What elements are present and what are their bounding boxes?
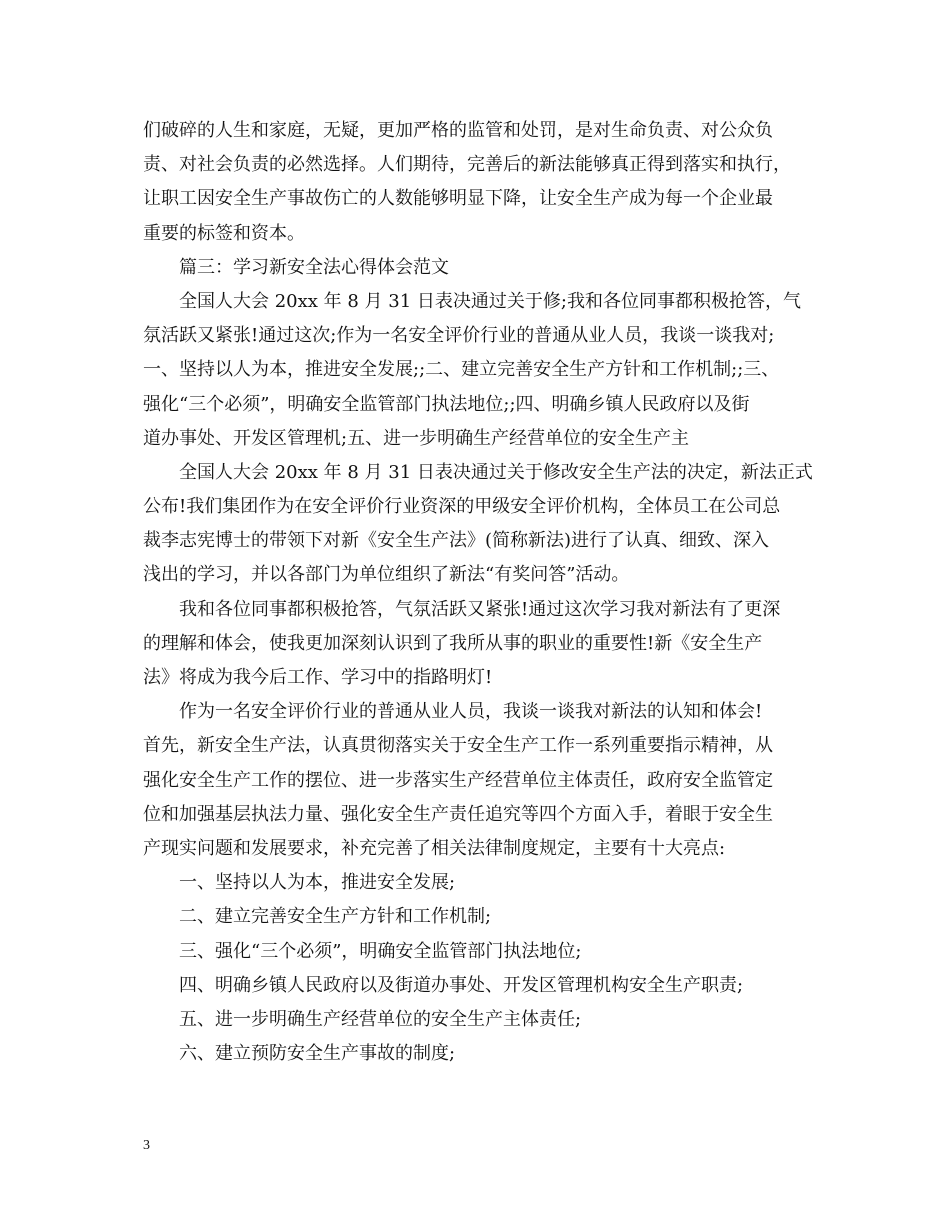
text-line: 篇三：学习新安全法心得体会范文: [179, 256, 449, 278]
text-line: 道办事处、开发区管理机;五、进一步明确生产经营单位的安全生产主: [143, 427, 690, 449]
text-line: 公布!我们集团作为在安全评价行业资深的甲级安全评价机构，全体员工在公司总: [143, 496, 781, 518]
text-line: 浅出的学习，并以各部门为单位组织了新法“有奖问答”活动。: [143, 564, 630, 586]
page-number: 3: [143, 1138, 150, 1153]
text-line: 三、强化“三个必须”，明确安全监管部门执法地位;: [179, 940, 582, 962]
text-line: 让职工因安全生产事故伤亡的人数能够明显下降，让安全生产成为每一个企业最: [143, 188, 773, 210]
text-line: 首先，新安全生产法，认真贯彻落实关于安全生产工作一系列重要指示精神，从: [143, 735, 773, 757]
text-line: 二、建立完善安全生产方针和工作机制;: [179, 906, 492, 928]
text-line: 氛活跃又紧张!通过这次;作为一名安全评价行业的普通从业人员，我谈一谈我对;: [143, 325, 775, 347]
text-line: 位和加强基层执法力量、强化安全生产责任追究等四个方面入手，着眼于安全生: [143, 803, 773, 825]
text-line: 的理解和体会，使我更加深刻认识到了我所从事的职业的重要性!新《安全生产: [143, 632, 763, 654]
text-line: 六、建立预防安全生产事故的制度;: [179, 1043, 456, 1065]
text-line: 产现实问题和发展要求，补充完善了相关法律制度规定，主要有十大亮点:: [143, 837, 726, 859]
text-line: 重要的标签和资本。: [143, 222, 305, 244]
text-line: 全国人大会 20xx 年 8 月 31 日表决通过关于修;我和各位同事都积极抢答，气: [179, 290, 801, 312]
text-line: 作为一名安全评价行业的普通从业人员，我谈一谈我对新法的认知和体会!: [179, 701, 763, 723]
text-line: 四、明确乡镇人民政府以及街道办事处、开发区管理机构安全生产职责;: [179, 974, 744, 996]
text-line: 我和各位同事都积极抢答，气氛活跃又紧张!通过这次学习我对新法有了更深: [179, 598, 781, 620]
text-line: 强化安全生产工作的摆位、进一步落实生产经营单位主体责任，政府安全监管定: [143, 769, 773, 791]
text-line: 一、坚持以人为本，推进安全发展;: [179, 872, 456, 894]
text-line: 全国人大会 20xx 年 8 月 31 日表决通过关于修改安全生产法的决定，新法正式: [179, 461, 813, 483]
document-body: [143, 114, 813, 1071]
text-line: 责、对社会负责的必然选择。人们期待，完善后的新法能够真正得到落实和执行，: [143, 154, 791, 176]
text-line: 五、进一步明确生产经营单位的安全生产主体责任;: [179, 1008, 582, 1030]
text-line: 们破碎的人生和家庭，无疑，更加严格的监管和处罚，是对生命负责、对公众负: [143, 120, 773, 141]
text-line: 强化“三个必须”，明确安全监管部门执法地位;;四、明确乡镇人民政府以及街: [143, 393, 750, 415]
text-line: 一、坚持以人为本，推进安全发展;;二、建立完善安全生产方针和工作机制;;三、: [143, 359, 780, 381]
text-line: 法》将成为我今后工作、学习中的指路明灯!: [143, 667, 493, 688]
text-line: 裁李志宪博士的带领下对新《安全生产法》(简称新法)进行了认真、细致、深入: [143, 530, 770, 552]
